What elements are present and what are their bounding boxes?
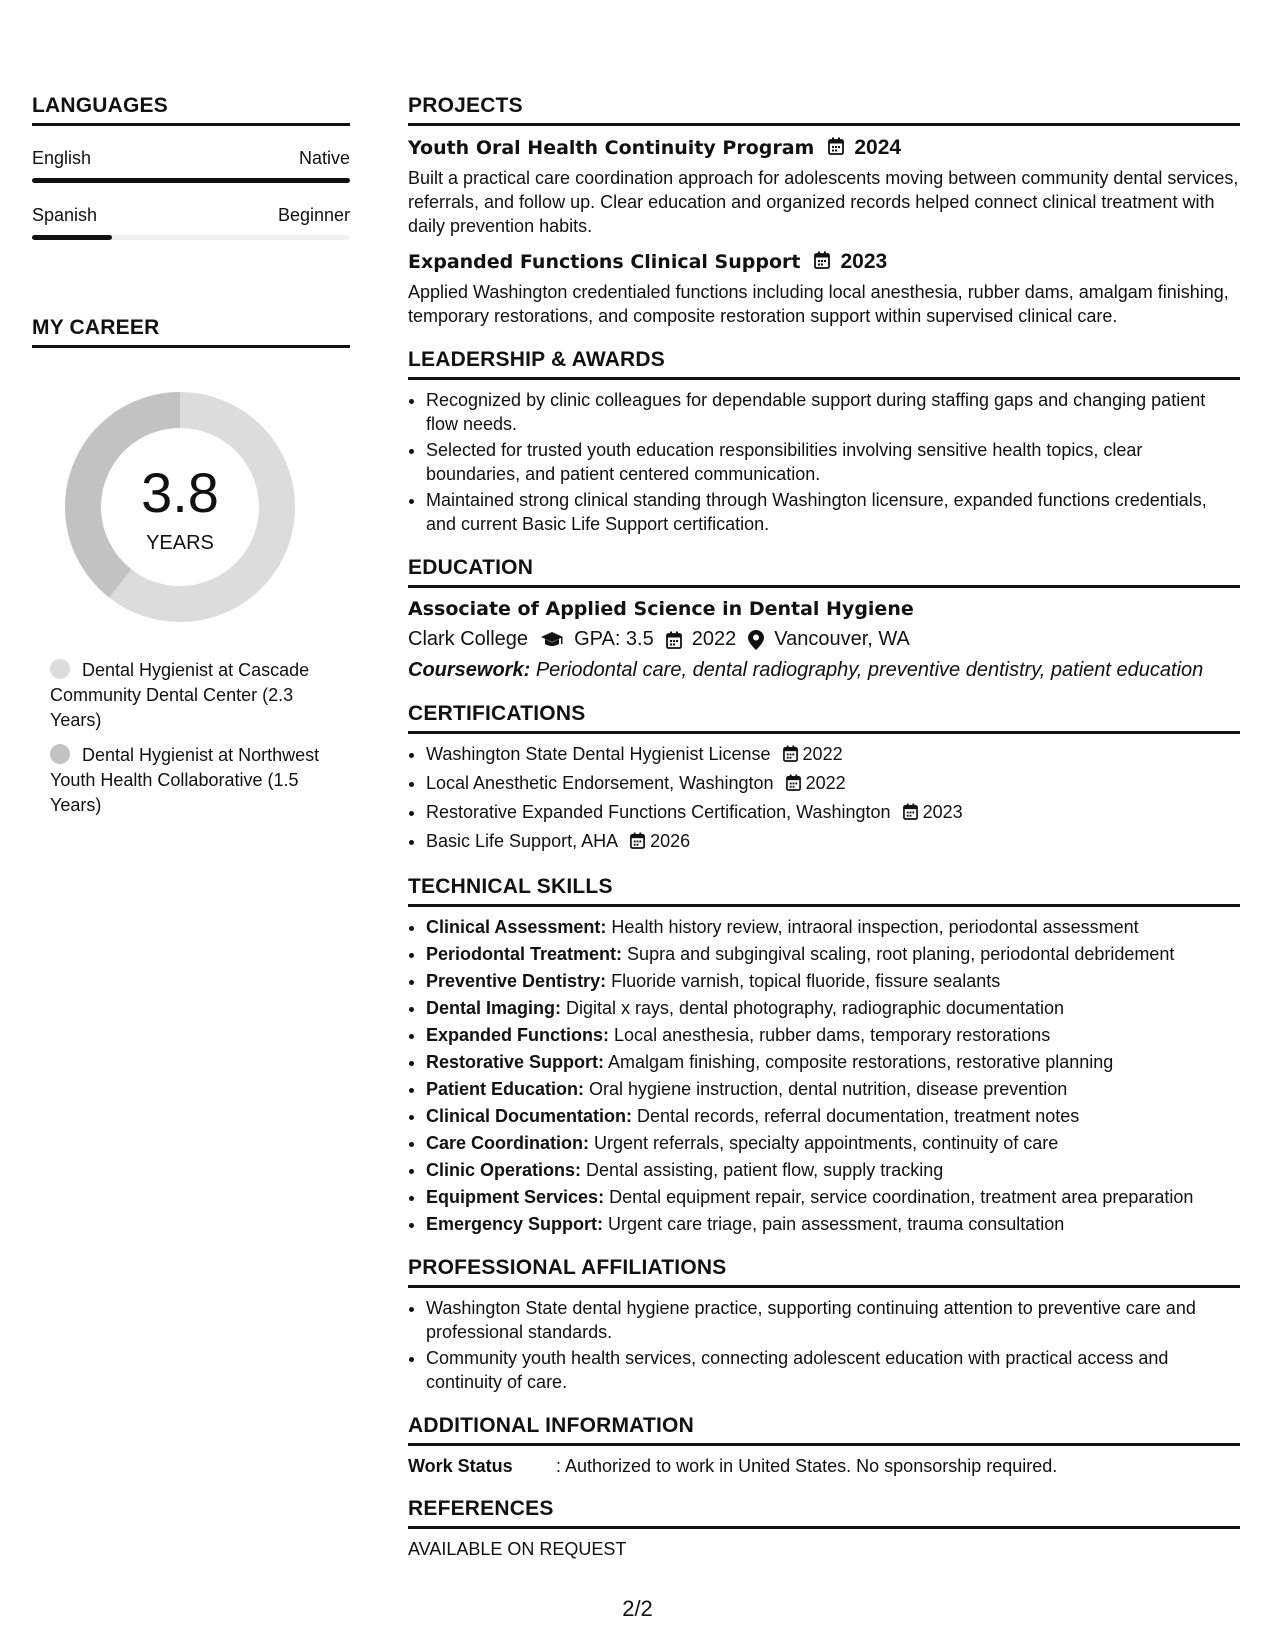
affiliations-list bbox=[408, 1296, 1240, 1394]
list-item: • Selected for trusted youth education responsibilities involving sensitive health topics, clear boundaries, and patient centered communication. bbox=[426, 438, 1240, 486]
skills-section bbox=[408, 875, 1240, 1236]
project-item bbox=[408, 136, 1240, 238]
career-legend bbox=[50, 658, 330, 818]
projects-title: PROJECTS bbox=[408, 94, 1240, 126]
education-title: EDUCATION bbox=[408, 556, 1240, 588]
legend-label: Dental Hygienist at Northwest Youth Health Collaborative (1.5 Years) bbox=[50, 745, 320, 815]
list-item bbox=[426, 1131, 1240, 1155]
career-legend-item bbox=[50, 743, 330, 818]
project-year: 2024 bbox=[854, 136, 902, 159]
list-item bbox=[426, 1023, 1240, 1047]
list-item: • Maintained strong clinical standing through Washington licensure, expanded functions credentials, and current Basic Life Support certification. bbox=[426, 488, 1240, 536]
references-title: REFERENCES bbox=[408, 1497, 1240, 1529]
list-item bbox=[426, 800, 1240, 826]
additional-section bbox=[408, 1414, 1240, 1477]
skill-value: Digital x rays, dental photography, radiographic documentation bbox=[566, 998, 1064, 1018]
language-item bbox=[32, 205, 350, 240]
list-item bbox=[426, 1185, 1240, 1209]
career-legend-item bbox=[50, 658, 330, 733]
cert-name: Basic Life Support, AHA bbox=[426, 831, 619, 851]
list-item bbox=[426, 1050, 1240, 1074]
project-name: Expanded Functions Clinical Support bbox=[408, 251, 801, 273]
career-title: MY CAREER bbox=[32, 316, 350, 348]
certifications-section bbox=[408, 702, 1240, 855]
skill-value: Urgent referrals, specialty appointments, continuity of care bbox=[594, 1133, 1059, 1153]
skill-value: Dental records, referral documentation, treatment notes bbox=[637, 1106, 1080, 1126]
career-total: 3.8 bbox=[141, 461, 219, 524]
references-text: AVAILABLE ON REQUEST bbox=[408, 1539, 627, 1559]
skills-list bbox=[408, 915, 1240, 1236]
skill-label: Clinical Assessment: bbox=[426, 917, 607, 937]
project-item bbox=[408, 250, 1240, 328]
cert-name: Washington State Dental Hygienist License bbox=[426, 744, 771, 764]
cert-year: 2026 bbox=[650, 831, 691, 851]
skill-value: Oral hygiene instruction, dental nutrition, disease prevention bbox=[589, 1079, 1068, 1099]
calendar-icon bbox=[828, 137, 844, 160]
certifications-list bbox=[408, 742, 1240, 855]
cert-name: Local Anesthetic Endorsement, Washington bbox=[426, 773, 774, 793]
coursework-label: Coursework: bbox=[408, 659, 531, 681]
list-item bbox=[426, 1077, 1240, 1101]
list-item bbox=[426, 771, 1240, 797]
skill-label: Periodontal Treatment: bbox=[426, 944, 623, 964]
education-coursework bbox=[408, 659, 1240, 682]
language-name: Spanish bbox=[32, 205, 98, 225]
work-status-value: : Authorized to work in United States. No sponsorship required. bbox=[556, 1456, 1058, 1476]
skill-value: Supra and subgingival scaling, root planing, periodontal debridement bbox=[627, 944, 1175, 964]
calendar-icon bbox=[666, 631, 682, 649]
skill-value: Fluoride varnish, topical fluoride, fissure sealants bbox=[611, 971, 1001, 991]
skill-label: Preventive Dentistry: bbox=[426, 971, 607, 991]
language-proficiency-fill bbox=[32, 178, 350, 183]
language-name: English bbox=[32, 148, 92, 168]
work-status-label: Work Status bbox=[408, 1456, 513, 1476]
legend-dot bbox=[50, 659, 70, 679]
career-donut-chart bbox=[65, 392, 295, 622]
calendar-icon bbox=[783, 744, 798, 768]
list-item bbox=[426, 1158, 1240, 1182]
education-section bbox=[408, 556, 1240, 682]
cert-year: 2022 bbox=[802, 744, 843, 764]
skill-value: Amalgam finishing, composite restorations, restorative planning bbox=[608, 1052, 1114, 1072]
skill-label: Emergency Support: bbox=[426, 1214, 604, 1234]
list-item bbox=[426, 742, 1240, 768]
list-item: • Washington State dental hygiene practice, supporting continuing attention to preventive care and professional standards. bbox=[426, 1296, 1240, 1344]
education-gpa: GPA: 3.5 bbox=[574, 628, 654, 650]
list-item bbox=[426, 829, 1240, 855]
cert-name: Restorative Expanded Functions Certification, Washington bbox=[426, 802, 891, 822]
education-school: Clark College bbox=[408, 628, 529, 650]
list-item bbox=[426, 1212, 1240, 1236]
skill-label: Equipment Services: bbox=[426, 1187, 605, 1207]
education-degree: Associate of Applied Science in Dental Hygiene bbox=[408, 598, 914, 620]
skill-value: Dental assisting, patient flow, supply tracking bbox=[586, 1160, 944, 1180]
language-level: Beginner bbox=[277, 205, 350, 225]
list-item bbox=[426, 996, 1240, 1020]
career-unit: YEARS bbox=[146, 532, 214, 554]
legend-label: Dental Hygienist at Cascade Community Dental Center (2.3 Years) bbox=[50, 660, 310, 730]
skill-label: Expanded Functions: bbox=[426, 1025, 610, 1045]
skill-value: Health history review, intraoral inspection, periodontal assessment bbox=[611, 917, 1139, 937]
leadership-list bbox=[408, 388, 1240, 536]
certifications-title: CERTIFICATIONS bbox=[408, 702, 1240, 734]
page-number: 2/2 bbox=[622, 1596, 653, 1621]
coursework-text: Periodontal care, dental radiography, preventive dentistry, patient education bbox=[535, 659, 1204, 681]
leadership-title: LEADERSHIP & AWARDS bbox=[408, 348, 1240, 380]
main-content bbox=[408, 94, 1240, 1580]
skill-value: Urgent care triage, pain assessment, trauma consultation bbox=[608, 1214, 1065, 1234]
legend-dot bbox=[50, 744, 70, 764]
projects-section bbox=[408, 94, 1240, 328]
list-item bbox=[426, 1104, 1240, 1128]
map-pin-icon bbox=[748, 630, 764, 650]
additional-title: ADDITIONAL INFORMATION bbox=[408, 1414, 1240, 1446]
list-item bbox=[426, 915, 1240, 939]
list-item bbox=[426, 969, 1240, 993]
language-proficiency-bar bbox=[32, 235, 350, 240]
skill-value: Dental equipment repair, service coordination, treatment area preparation bbox=[609, 1187, 1194, 1207]
work-status-row bbox=[408, 1456, 1240, 1477]
education-location: Vancouver, WA bbox=[774, 628, 910, 650]
sidebar bbox=[32, 94, 350, 828]
language-proficiency-fill bbox=[32, 235, 112, 240]
language-level: Native bbox=[298, 148, 350, 168]
project-description: Built a practical care coordination approach for adolescents moving between community dental services, referrals, and follow up. Clear education and organized records helped connect clinical treatment with daily prevention habits. bbox=[408, 168, 1239, 236]
calendar-icon bbox=[786, 773, 801, 797]
graduation-cap-icon bbox=[540, 631, 564, 649]
education-details bbox=[408, 628, 1240, 651]
project-year: 2023 bbox=[840, 250, 888, 273]
project-description: Applied Washington credentialed functions including local anesthesia, rubber dams, amalgam finishing, temporary restorations, and composite restoration support within supervised clinical care. bbox=[408, 282, 1229, 326]
languages-title: LANGUAGES bbox=[32, 94, 350, 126]
skill-label: Dental Imaging: bbox=[426, 998, 562, 1018]
calendar-icon bbox=[630, 831, 645, 855]
affiliations-title: PROFESSIONAL AFFILIATIONS bbox=[408, 1256, 1240, 1288]
education-year: 2022 bbox=[691, 628, 737, 650]
skill-label: Patient Education: bbox=[426, 1079, 585, 1099]
skill-value: Local anesthesia, rubber dams, temporary restorations bbox=[614, 1025, 1051, 1045]
calendar-icon bbox=[903, 802, 918, 826]
cert-year: 2023 bbox=[922, 802, 963, 822]
list-item: • Recognized by clinic colleagues for dependable support during staffing gaps and changing patient flow needs. bbox=[426, 388, 1240, 436]
references-section bbox=[408, 1497, 1240, 1560]
affiliations-section bbox=[408, 1256, 1240, 1394]
project-name: Youth Oral Health Continuity Program bbox=[408, 137, 815, 159]
cert-year: 2022 bbox=[805, 773, 846, 793]
language-proficiency-bar bbox=[32, 178, 350, 183]
skill-label: Clinic Operations: bbox=[426, 1160, 582, 1180]
language-item bbox=[32, 148, 350, 183]
skill-label: Care Coordination: bbox=[426, 1133, 590, 1153]
skill-label: Restorative Support: bbox=[426, 1052, 605, 1072]
list-item: • Community youth health services, connecting adolescent education with practical access and continuity of care. bbox=[426, 1346, 1240, 1394]
list-item bbox=[426, 942, 1240, 966]
leadership-section bbox=[408, 348, 1240, 536]
skill-label: Clinical Documentation: bbox=[426, 1106, 633, 1126]
skills-title: TECHNICAL SKILLS bbox=[408, 875, 1240, 907]
calendar-icon bbox=[814, 251, 830, 274]
